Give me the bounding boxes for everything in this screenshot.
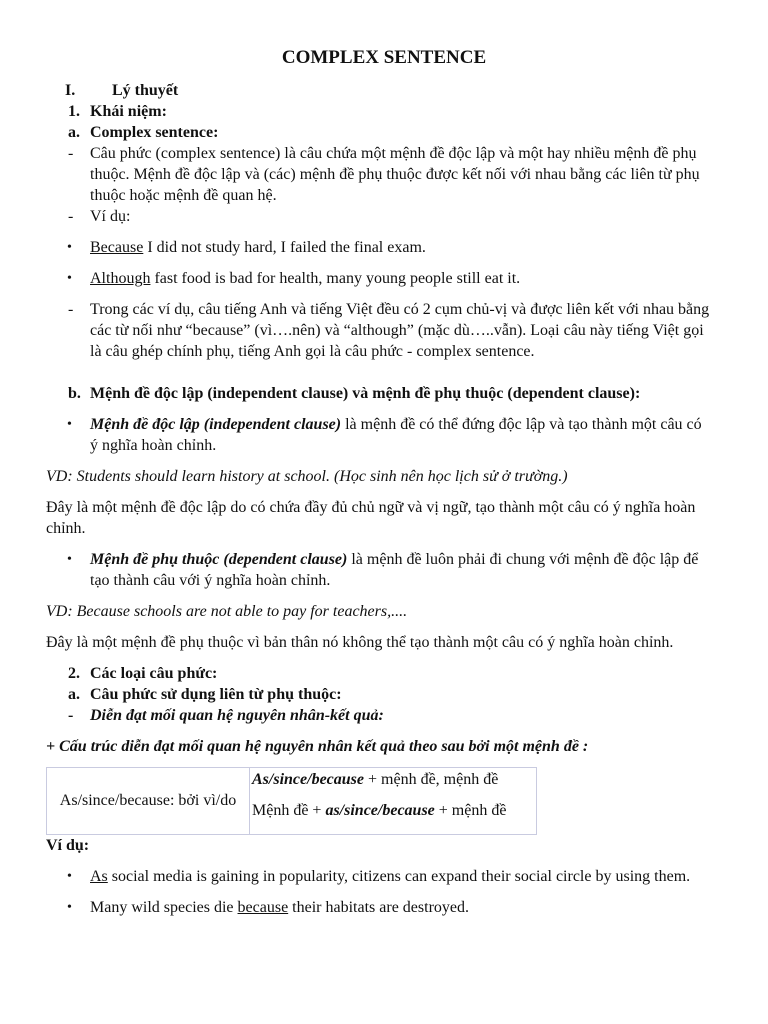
example-sentence [90,897,469,918]
conjunction-group: as/since/because [325,802,435,819]
dependent-clause-definition [90,549,698,570]
item-heading: Khái niệm: [90,103,167,120]
subitem-marker: a. [68,124,80,141]
subitem-heading: Mệnh đề độc lập (independent clause) và mệnh đề phụ thuộc (dependent clause): [90,385,641,402]
table-cell-meaning: As/since/because: bởi vì/do [47,768,250,835]
sentence-pre: Many wild species die [90,899,238,916]
definition-rest: là mệnh đề luôn phải đi chung với mệnh đề độc lập để [347,551,699,568]
item-marker: 2. [68,665,80,682]
subitem-heading: Complex sentence: [90,124,219,141]
conjunction: Although [90,270,151,287]
explanation-line: là câu ghép chính phụ, tiếng Anh gọi là câu phức - complex sentence. [90,343,535,360]
note-line: Đây là một mệnh đề phụ thuộc vì bản thân nó không thể tạo thành một câu có ý nghĩa hoàn chỉnh. [46,634,674,651]
structure-line [250,769,536,791]
section-marker: I. [65,82,76,99]
dash-marker: - [68,208,74,225]
bullet-icon: • [67,417,72,432]
explanation-line: Trong các ví dụ, câu tiếng Anh và tiếng Việt đều có 2 cụm chủ-vị và được liên kết với nhau bằng [90,301,710,318]
structure-rest: + mệnh đề [434,802,507,819]
conjunction: Because [90,239,144,256]
example-line: VD: Because schools are not able to pay for teachers,.... [46,603,408,620]
sentence-rest: fast food is bad for health, many young people still eat it. [150,270,521,287]
definition-line: ý nghĩa hoàn chỉnh. [90,437,217,454]
term: Mệnh đề độc lập (independent clause) [90,416,342,433]
sentence-rest: social media is gaining in popularity, citizens can expand their social circle by using them. [107,868,691,885]
conjunction-group: As/since/because [252,771,364,788]
definition-line: Câu phức (complex sentence) là câu chứa một mệnh đề độc lập và một hay nhiều mệnh đề phụ [90,145,697,162]
bullet-icon: • [67,900,72,915]
example-sentence [90,268,520,289]
sentence-rest: I did not study hard, I failed the final exam. [143,239,426,256]
note-line: chỉnh. [46,520,86,537]
structure-heading: + Cấu trúc diễn đạt mối quan hệ nguyên nhân kết quả theo sau bởi một mệnh đề : [46,738,589,755]
subitem-marker: b. [68,385,81,402]
definition-line: tạo thành câu với ý nghĩa hoàn chỉnh. [90,572,331,589]
definition-line: thuộc. Mệnh đề độc lập và (các) mệnh đề phụ thuộc được kết nối với nhau bằng các liên từ phụ [90,166,700,183]
example-line: VD: Students should learn history at school. (Học sinh nên học lịch sử ở trường.) [46,468,568,485]
term: Mệnh đề phụ thuộc (dependent clause) [90,551,348,568]
example-sentence [90,237,426,258]
item-heading: Các loại câu phức: [90,665,218,682]
page-title: COMPLEX SENTENCE [281,47,487,68]
dash-marker: - [68,301,74,318]
definition-rest: là mệnh đề có thể đứng độc lập và tạo thành một câu có [341,416,702,433]
structure-pre: Mệnh đề + [252,802,326,819]
sentence-rest: their habitats are destroyed. [288,899,469,916]
note-line: Đây là một mệnh đề độc lập do có chứa đầy đủ chủ ngữ và vị ngữ, tạo thành một câu có ý nghĩa hoàn [46,499,696,516]
example-label: Ví dụ: [46,837,90,854]
table-cell-structures [250,768,537,835]
structure-rest: + mệnh đề, mệnh đề [364,771,499,788]
structure-line [250,800,536,822]
definition-line: thuộc hoặc mệnh đề quan hệ. [90,187,277,204]
example-sentence [90,866,690,887]
explanation-line: các từ nối như “because” (vì….nên) và “although” (mặc dù…..vẫn). Loại câu này tiếng Việt gọi [90,322,704,339]
bullet-icon: • [67,240,72,255]
conjunction: because [237,899,289,916]
conjunction: As [90,868,108,885]
subitem-heading: Câu phức sử dụng liên từ phụ thuộc: [90,686,342,703]
bullet-icon: • [67,271,72,286]
section-heading: Lý thuyết [112,82,179,99]
independent-clause-definition [90,414,702,435]
bullet-icon: • [67,869,72,884]
bullet-icon: • [67,552,72,567]
subitem-heading: Diễn đạt mối quan hệ nguyên nhân-kết quả: [90,707,384,724]
dash-marker: - [68,707,74,724]
example-label: Ví dụ: [90,208,131,225]
dash-marker: - [68,145,74,162]
item-marker: 1. [68,103,80,120]
subitem-marker: a. [68,686,80,703]
structure-table [46,767,537,835]
